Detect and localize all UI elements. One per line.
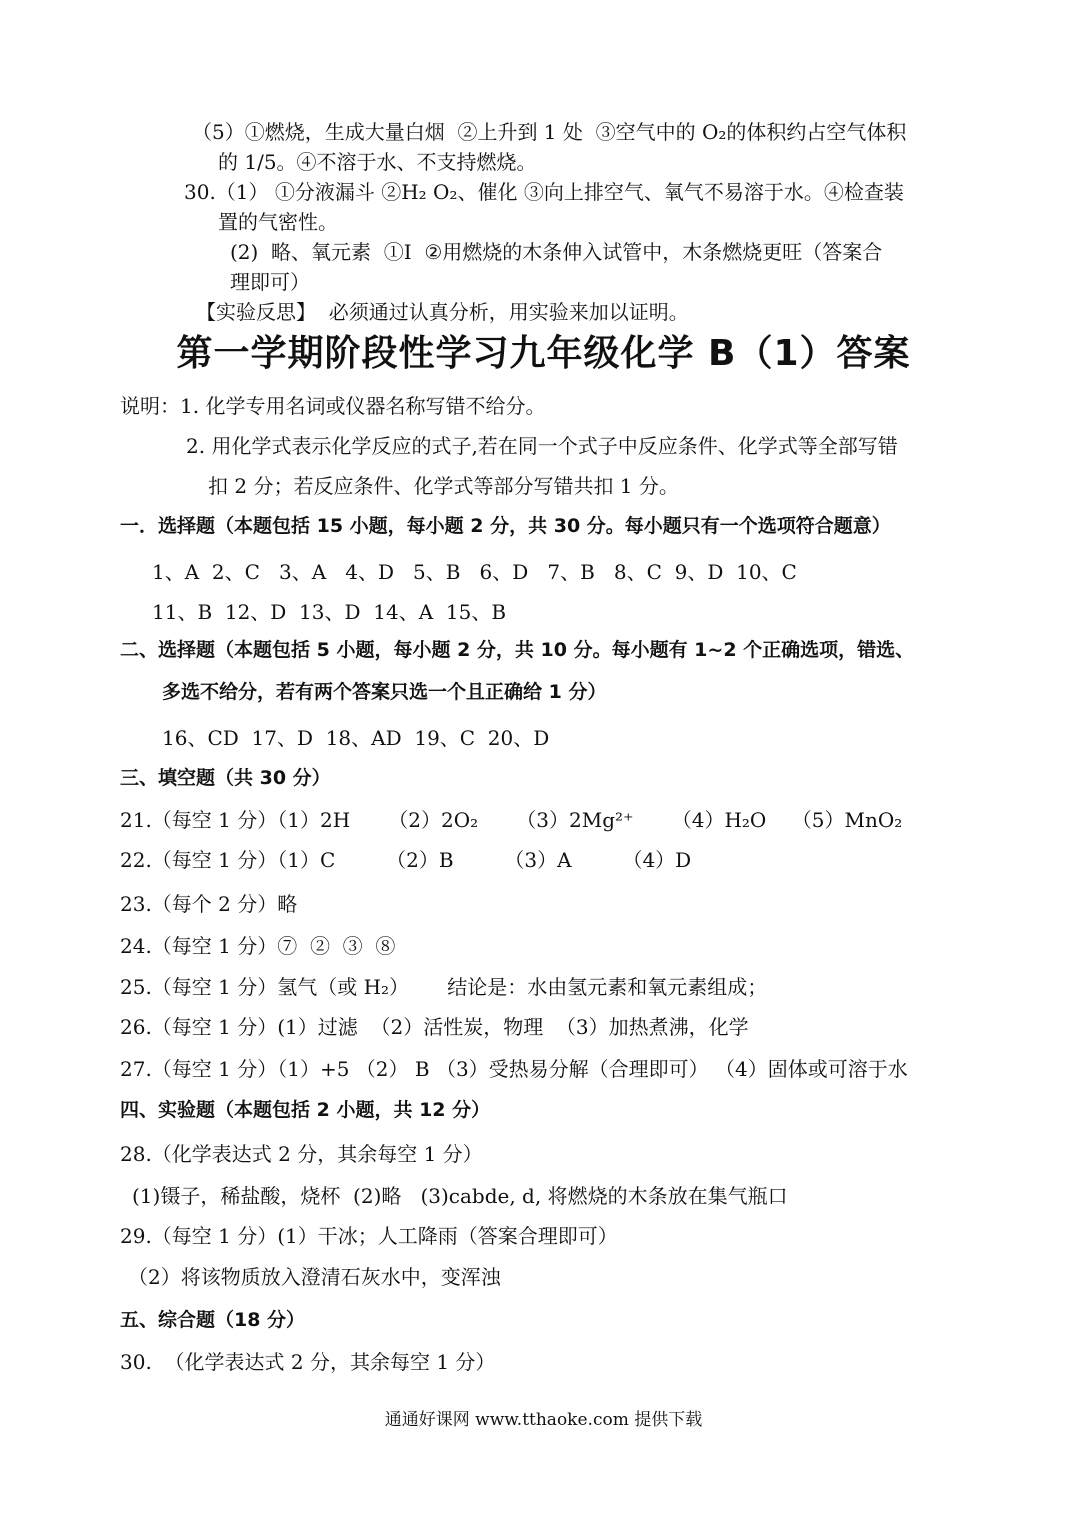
footer-download-note: 通通好课网 www.tthaoke.com 提供下载	[384, 1410, 703, 1430]
prev-line-2: 的 1/5。④不溶于水、不支持燃烧。	[218, 150, 537, 174]
section-3-heading: 三、填空题（共 30 分）	[120, 767, 331, 789]
question-27: 27.（每空 1 分）（1）+5 （2） B （3）受热易分解（合理即可） （4）固体或可溶于水	[120, 1057, 908, 1081]
question-24: 24.（每空 1 分）⑦ ② ③ ⑧	[120, 934, 396, 958]
question-30: 30. （化学表达式 2 分，其余每空 1 分）	[120, 1350, 496, 1374]
question-28: 28.（化学表达式 2 分，其余每空 1 分）	[120, 1142, 483, 1166]
prev-line-3: 30.（1） ①分液漏斗 ②H₂ O₂、催化 ③向上排空气、氧气不易溶于水。④检查装	[184, 180, 904, 204]
question-28-answers: (1)镊子，稀盐酸，烧杯 (2)略 (3)cabde, d, 将燃烧的木条放在集气瓶口	[132, 1184, 788, 1208]
question-22: 22.（每空 1 分）（1）C （2）B （3）A （4）D	[120, 848, 692, 872]
section-1-answers-row-2: 11、B 12、D 13、D 14、A 15、B	[152, 600, 507, 624]
section-2-heading-line-1: 二、选择题（本题包括 5 小题，每小题 2 分，共 10 分。每小题有 1~2 个正确选项，错选、	[120, 639, 915, 661]
section-4-heading: 四、实验题（本题包括 2 小题，共 12 分）	[120, 1099, 491, 1121]
question-25: 25.（每空 1 分）氢气（或 H₂） 结论是：水由氢元素和氧元素组成；	[120, 975, 768, 999]
notes-line-3: 扣 2 分；若反应条件、化学式等部分写错共扣 1 分。	[208, 474, 679, 498]
prev-line-4: 置的气密性。	[218, 210, 338, 234]
question-29: 29.（每空 1 分）(1）干冰；人工降雨（答案合理即可）	[120, 1224, 618, 1248]
prev-line-1: （5）①燃烧，生成大量白烟 ②上升到 1 处 ③空气中的 O₂的体积约占空气体积	[192, 120, 907, 144]
section-2-answers: 16、CD 17、D 18、AD 19、C 20、D	[162, 726, 550, 750]
question-21: 21.（每空 1 分）（1）2H （2）2O₂ （3）2Mg²⁺ （4）H₂O （5）MnO₂	[120, 808, 903, 832]
page-title: 第一学期阶段性学习九年级化学 B（1）答案	[176, 333, 911, 374]
question-26: 26.（每空 1 分）(1）过滤 （2）活性炭，物理 （3）加热煮沸，化学	[120, 1015, 749, 1039]
experiment-reflection: 【实验反思】 必须通过认真分析，用实验来加以证明。	[196, 300, 689, 324]
section-2-heading-line-2: 多选不给分，若有两个答案只选一个且正确给 1 分）	[162, 681, 607, 703]
notes-line-2: 2. 用化学式表示化学反应的式子,若在同一个式子中反应条件、化学式等全部写错	[186, 434, 898, 458]
section-1-answers-row-1: 1、A 2、C 3、A 4、D 5、B 6、D 7、B 8、C 9、D 10、C	[152, 560, 797, 584]
section-5-heading: 五、综合题（18 分）	[120, 1309, 306, 1331]
prev-line-6: 理即可）	[230, 270, 310, 294]
section-1-heading: 一．选择题（本题包括 15 小题，每小题 2 分，共 30 分。每小题只有一个选项符合题意）	[120, 515, 891, 537]
question-23: 23.（每个 2 分）略	[120, 892, 298, 916]
prev-line-5: (2) 略、氧元素 ①I ②用燃烧的木条伸入试管中，木条燃烧更旺（答案合	[230, 240, 883, 264]
notes-line-1: 说明：1. 化学专用名词或仪器名称写错不给分。	[120, 394, 546, 418]
question-29-answer-2: （2）将该物质放入澄清石灰水中，变浑浊	[128, 1265, 501, 1289]
